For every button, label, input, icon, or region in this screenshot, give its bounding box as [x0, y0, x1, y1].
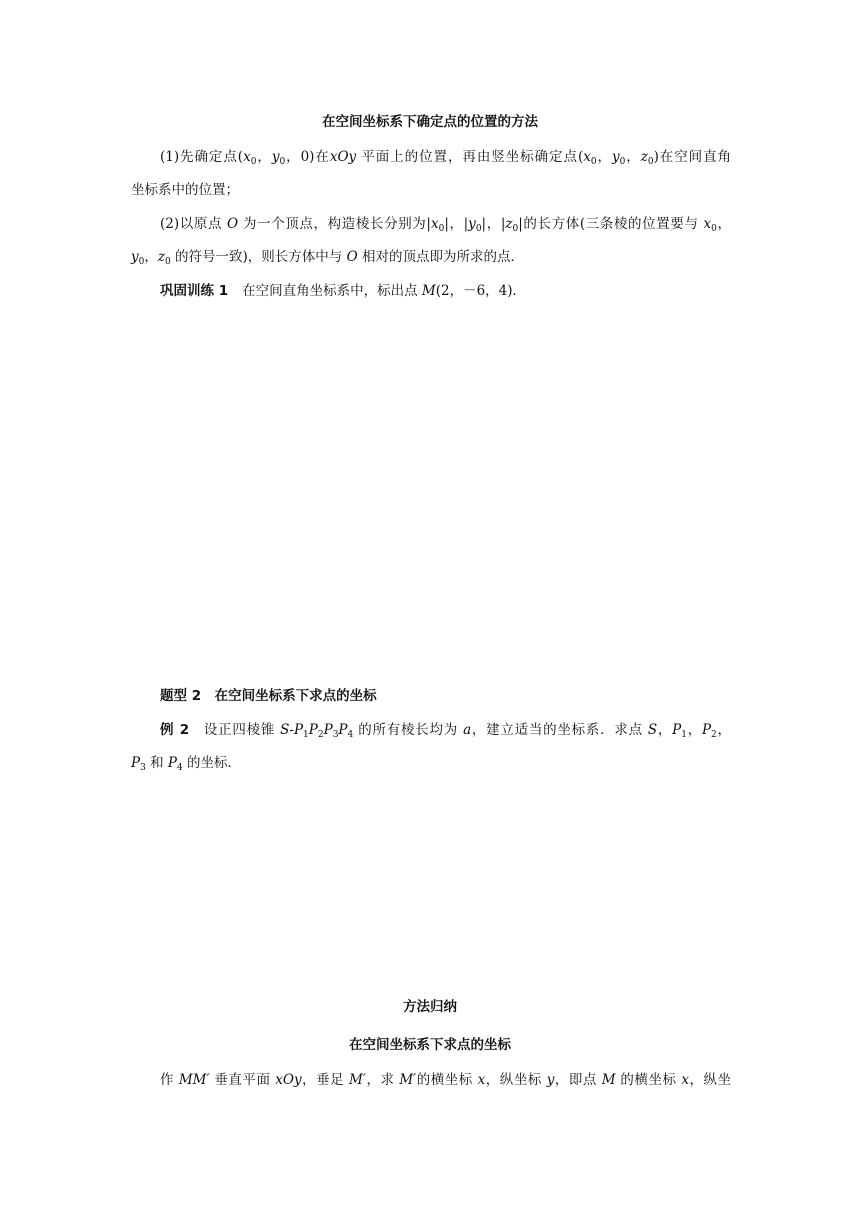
paragraph-2-line-2: $y_0$，$z_0$ 的符号一致)，则长方体中与 O 相对的顶点即为所求的点． — [131, 249, 524, 267]
exercise-line: 巩固训练 1 在空间直角坐标系中，标出点 M(2，－6，4)． — [160, 283, 527, 299]
paragraph-1-line-2: 坐标系中的位置； — [131, 182, 239, 198]
paragraph-2-line-1: (2)以原点 O 为一个顶点，构造棱长分别为$|x_0|$，$|y_0|$，$|z_0|$的长方体(三条棱的位置要与 $x_0$， — [160, 216, 732, 234]
method-summary-line-1: 作 MM′ 垂直平面 xOy，垂足 M′，求 M′的横坐标 x，纵坐标 y，即点 M 的横坐标 x，纵坐 — [160, 1072, 732, 1088]
method-summary-title: 方法归纳 — [403, 999, 457, 1015]
paragraph-1-line-1: (1)先确定点($x_0$，$y_0$，0)在xOy 平面上的位置，再由竖坐标确定点($x_0$，$y_0$，$z_0$)在空间直角 — [160, 149, 732, 167]
section-heading-type-2: 题型 2 在空间坐标系下求点的坐标 — [160, 688, 377, 704]
example-2-line-2: $P_3$ 和 $P_4$ 的坐标． — [131, 755, 242, 773]
method-summary-subtitle: 在空间坐标系下求点的坐标 — [349, 1037, 511, 1053]
example-label: 例 2 — [160, 722, 190, 738]
exercise-label: 巩固训练 1 — [160, 283, 229, 299]
example-2-line-1: 例 2 设正四棱锥 $S-P_1P_2P_3P_4$ 的所有棱长均为 a，建立适当的坐标系．求点 S，$P_1$，$P_2$， — [160, 722, 732, 740]
section-title: 在空间坐标系下确定点的位置的方法 — [322, 114, 538, 130]
